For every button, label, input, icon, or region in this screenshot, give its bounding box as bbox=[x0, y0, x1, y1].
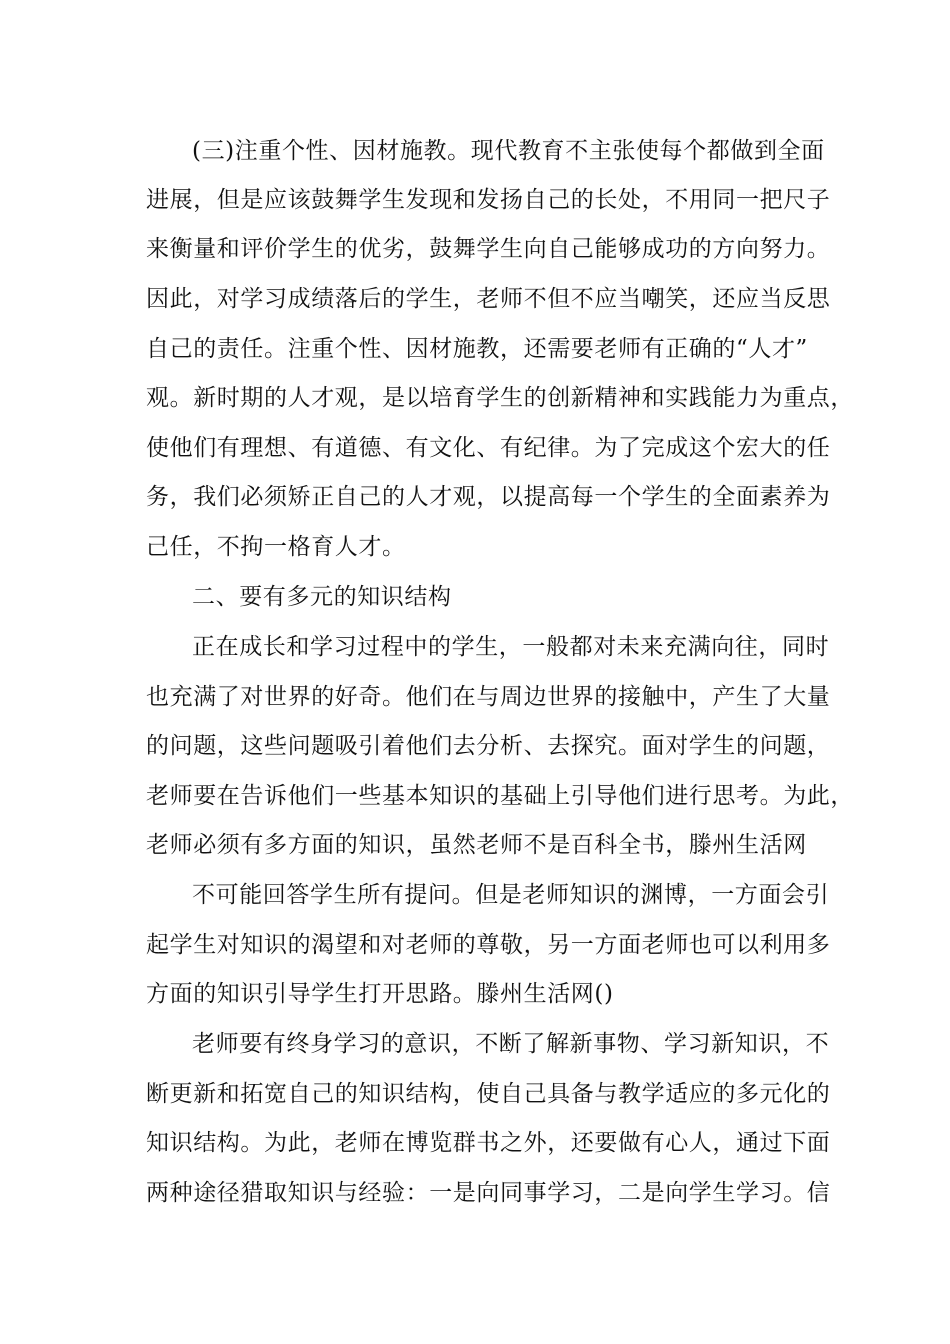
text-line: 的问题，这些问题吸引着他们去分析、去探究。面对学生的问题， bbox=[146, 733, 831, 759]
text-line: 老师要有终身学习的意识，不断了解新事物、学习新知识，不 bbox=[192, 1031, 830, 1057]
text-line: 进展，但是应该鼓舞学生发现和发扬自己的长处，不用同一把尺子 bbox=[146, 187, 831, 213]
text-line: 知识结构。为此，老师在博览群书之外，还要做有心人，通过下面 bbox=[146, 1130, 831, 1156]
section-heading: 二、要有多元的知识结构 bbox=[192, 584, 452, 610]
text-line: 己任，不拘一格育人才。 bbox=[146, 534, 406, 560]
text-line: 也充满了对世界的好奇。他们在与周边世界的接触中，产生了大量 bbox=[146, 684, 831, 710]
text-line: 方面的知识引导学生打开思路。滕州生活网() bbox=[146, 981, 614, 1007]
text-line: 老师必须有多方面的知识，虽然老师不是百科全书，滕州生活网 bbox=[146, 832, 807, 858]
text-line: 两种途径猎取知识与经验：一是向同事学习，二是向学生学习。信 bbox=[146, 1180, 831, 1206]
text-line: 来衡量和评价学生的优劣，鼓舞学生向自己能够成功的方向努力。 bbox=[146, 236, 831, 262]
text-line: 因此，对学习成绩落后的学生，老师不但不应当嘲笑，还应当反思 bbox=[146, 286, 831, 312]
text-line: 自己的责任。注重个性、因材施教，还需要老师有正确的“人才” bbox=[146, 336, 808, 362]
text-line: 观。新时期的人才观，是以培育学生的创新精神和实践能力为重点， bbox=[146, 385, 854, 411]
text-line: 断更新和拓宽自己的知识结构，使自己具备与教学适应的多元化的 bbox=[146, 1081, 831, 1107]
text-line: (三)注重个性、因材施教。现代教育不主张使每个都做到全面 bbox=[192, 138, 825, 164]
text-line: 务，我们必须矫正自己的人才观，以提高每一个学生的全面素养为 bbox=[146, 484, 831, 510]
text-line: 正在成长和学习过程中的学生，一般都对未来充满向往，同时 bbox=[192, 634, 830, 660]
text-line: 老师要在告诉他们一些基本知识的基础上引导他们进行思考。为此， bbox=[146, 783, 854, 809]
text-line: 起学生对知识的渴望和对老师的尊敬，另一方面老师也可以利用多 bbox=[146, 932, 831, 958]
text-line: 使他们有理想、有道德、有文化、有纪律。为了完成这个宏大的任 bbox=[146, 435, 831, 461]
text-line: 不可能回答学生所有提问。但是老师知识的渊博，一方面会引 bbox=[192, 882, 830, 908]
